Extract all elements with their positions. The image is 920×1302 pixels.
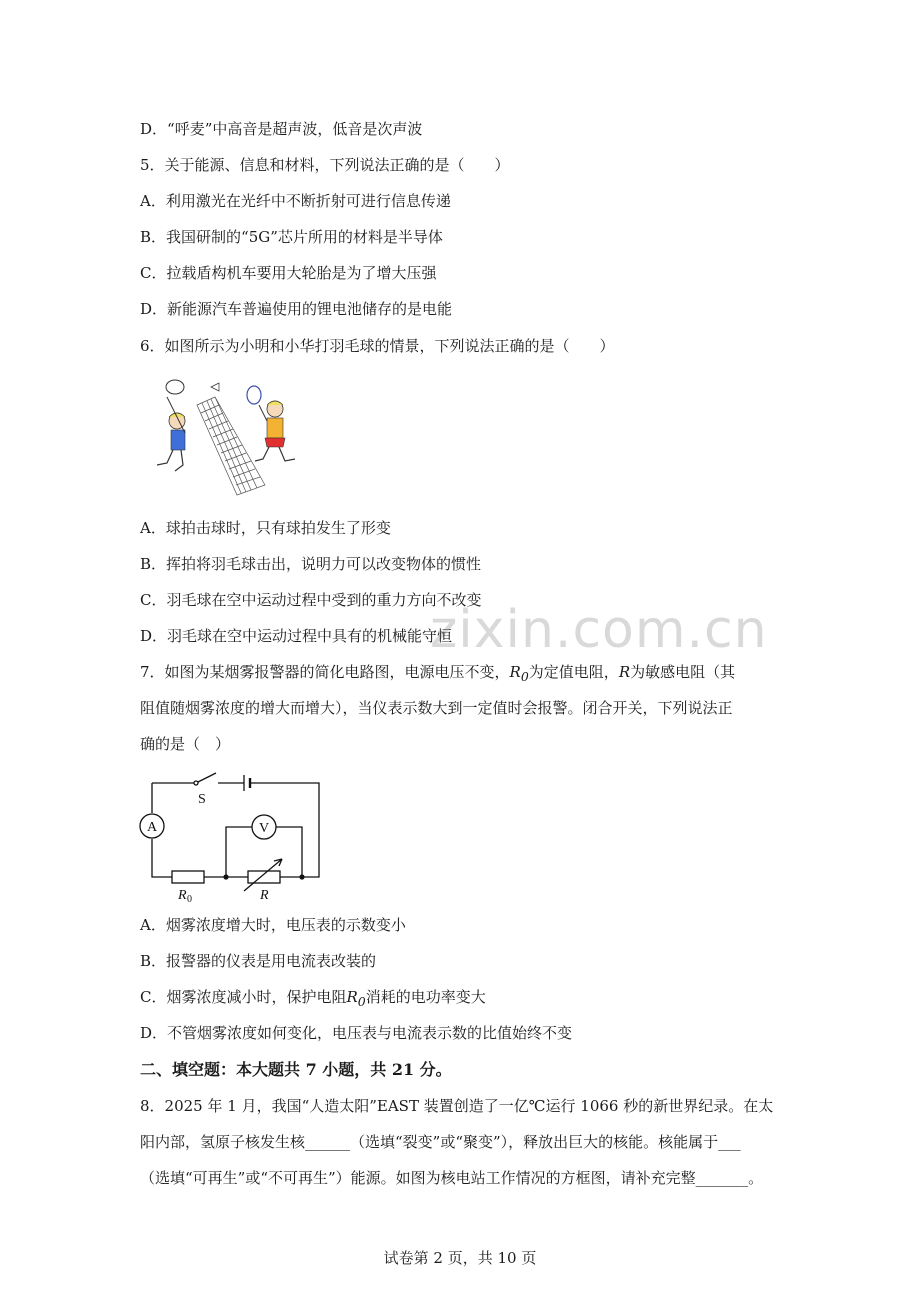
q5-option-d: D．新能源汽车普遍使用的锂电池储存的是电能 [140,300,453,318]
q7-option-c-part1: C．烟雾浓度减小时，保护电阻 [140,988,347,1006]
q7-option-c-part2: 消耗的电功率变大 [365,988,486,1006]
r0-subscript: 0 [520,669,529,684]
q5-option-c: C．拉载盾构机车要用大轮胎是为了增大压强 [140,264,437,282]
voltmeter-label: V [259,821,270,836]
q7-stem-part1: 7．如图为某烟雾报警器的简化电路图，电源电压不变， [140,663,510,681]
switch-label: S [198,792,206,807]
r-symbol: R [618,663,631,681]
q7-stem-line3: 确的是（ ） [140,735,231,753]
q7-option-c [140,986,486,1013]
q8-line3: （选填“可再生”或“不可再生”）能源。如图为核电站工作情况的方框图，请补充完整_______。 [140,1169,764,1187]
q4-option-d: D．“呼麦”中高音是超声波，低音是次声波 [140,120,423,138]
q7-stem-line1 [140,661,735,688]
watermark: zixin.com.cn [430,600,768,660]
r0-subscript: 0 [357,994,366,1009]
q6-option-d: D．羽毛球在空中运动过程中具有的机械能守恒 [140,627,453,645]
ammeter-label: A [147,820,158,835]
q5-option-a: A．利用激光在光纤中不断折射可进行信息传递 [140,192,451,210]
r0-label: R [178,888,187,903]
q7-option-a: A．烟雾浓度增大时，电压表的示数变小 [140,916,406,934]
q8-line2: 阳内部，氢原子核发生核______（选填“裂变”或“聚变”），释放出巨大的核能。核能属于___ [140,1133,741,1151]
q7-option-b: B．报警器的仪表是用电流表改装的 [140,952,377,970]
q8-line1: 8．2025 年 1 月，我国“人造太阳”EAST 装置创造了一亿℃运行 1066 秒的新世界纪录。在太 [140,1097,774,1115]
circuit-diagram [136,765,336,905]
r-label: R [260,888,269,903]
r0-symbol: R [509,663,521,681]
q7-stem-part2: 为定值电阻， [528,663,619,681]
q6-option-b: B．挥拍将羽毛球击出，说明力可以改变物体的惯性 [140,555,482,573]
q6-option-c: C．羽毛球在空中运动过程中受到的重力方向不改变 [140,591,482,609]
q7-option-d: D．不管烟雾浓度如何变化，电压表与电流表示数的比值始终不变 [140,1024,573,1042]
q6-option-a: A．球拍击球时，只有球拍发生了形变 [140,519,391,537]
section-heading: 二、填空题：本大题共 7 小题，共 21 分。 [140,1060,452,1079]
page-footer: 试卷第 2 页，共 10 页 [383,1249,537,1267]
r0-symbol: R [346,988,358,1006]
q5-stem: 5．关于能源、信息和材料，下列说法正确的是（ ） [140,156,510,174]
q7-stem-line2: 阻值随烟雾浓度的增大而增大），当仪表示数大到一定值时会报警。闭合开关，下列说法正 [140,699,733,717]
badminton-illustration [145,375,315,500]
q7-stem-part3: 为敏感电阻（其 [630,663,736,681]
q5-option-b: B．我国研制的“5G”芯片所用的材料是半导体 [140,228,443,246]
r0-label-sub: 0 [187,894,192,905]
q6-stem: 6．如图所示为小明和小华打羽毛球的情景，下列说法正确的是（ ） [140,337,615,355]
